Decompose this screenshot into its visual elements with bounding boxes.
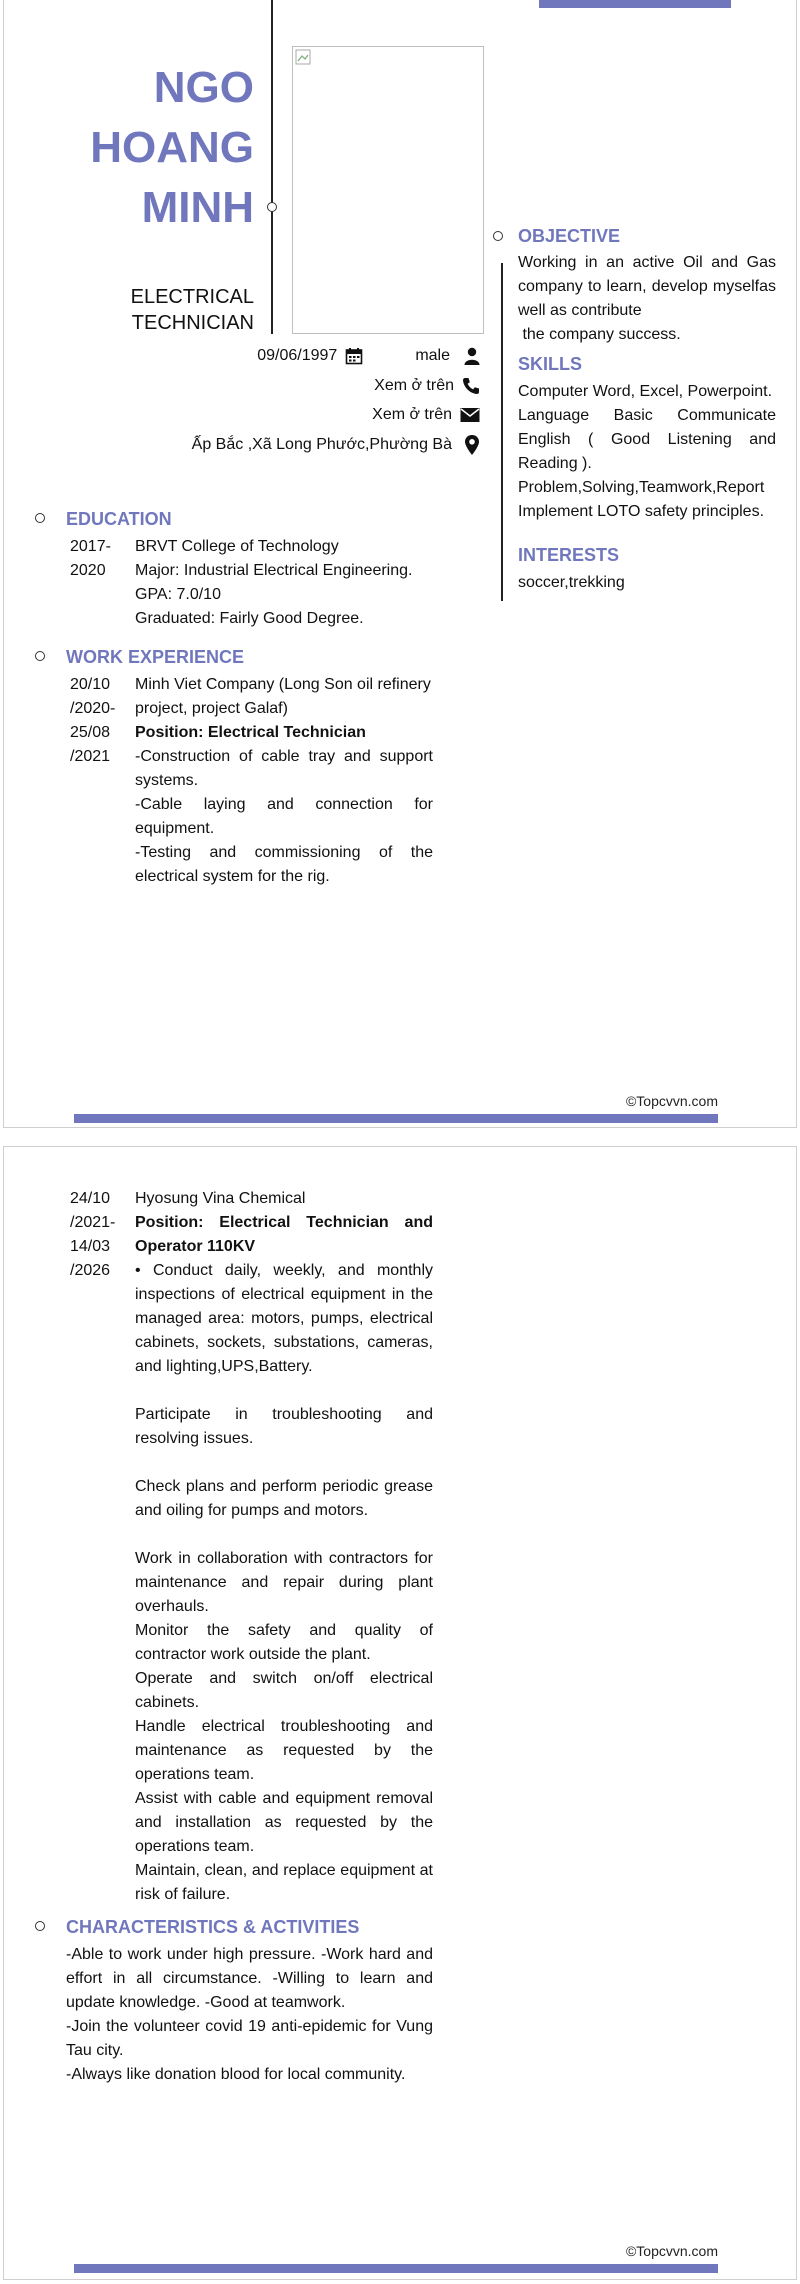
- broken-image-icon: [295, 49, 311, 65]
- envelope-icon: [460, 407, 480, 423]
- skills-heading: SKILLS: [518, 354, 583, 374]
- email-row: [372, 405, 480, 425]
- timeline-dot: [35, 513, 45, 523]
- top-accent-bar: [539, 0, 731, 8]
- gender-value: male: [415, 347, 450, 364]
- user-icon: [464, 347, 480, 365]
- address-value: Ấp Bắc ,Xã Long Phước,Phường Bà: [191, 436, 452, 453]
- timeline-dot: [35, 1921, 45, 1931]
- education-details: BRVT College of Technology Major: Industrial Electrical Engineering. GPA: 7.0/10 Graduated: Fairly Good Degree.: [135, 538, 413, 627]
- dob-value: 09/06/1997: [257, 347, 338, 364]
- interests-text: soccer,trekking: [518, 574, 625, 591]
- cv-page-1: [3, 0, 797, 1128]
- timeline-dot: [267, 202, 277, 212]
- dob-gender-row: [257, 346, 480, 366]
- job2-dates: 24/10 /2021- 14/03 /2026: [70, 1190, 116, 1279]
- email-value: Xem ở trên: [372, 406, 452, 423]
- characteristics-heading: CHARACTERISTICS & ACTIVITIES: [66, 1917, 360, 1937]
- timeline-dot: [35, 651, 45, 661]
- candidate-name: NGO HOANG MINH: [90, 63, 254, 232]
- job2-details: Hyosung Vina Chemical Position: Electrical Technician and Operator 110KV • Conduct daily, weekly, and monthly inspections of electrical equipment in the managed area: motors, pumps, electrical cabinets, sockets, substations, cameras, and lighting,UPS,Battery. Participate in troubleshooting and resolving issues. Check plans and perform periodic grease and oiling for pumps and motors. Work in collaboration with contractors for maintenance and repair during plant overhauls. Monitor the safety and quality of contractor work outside the plant. Operate and switch on/off electrical cabinets. Handle electrical troubleshooting and maintenance as requested by the operations team. Assist with cable and equipment removal and installation as requested by the operations team. Maintain, clean, and replace equipment at risk of failure.: [135, 1190, 433, 1903]
- footer-watermark: ©Topcvvn.com: [625, 2243, 718, 2259]
- education-heading: EDUCATION: [66, 509, 172, 529]
- objective-heading: OBJECTIVE: [518, 226, 621, 246]
- phone-value: Xem ở trên: [374, 377, 454, 394]
- job1-dates: 20/10 /2020- 25/08 /2021: [70, 676, 116, 765]
- address-row: [192, 434, 480, 456]
- phone-row: [374, 376, 480, 396]
- header-divider-line: [271, 0, 273, 334]
- location-pin-icon: [464, 434, 480, 456]
- characteristics-text: -Able to work under high pressure. -Work hard and effort in all circumstance. -Willing to learn and update knowledge. -Good at teamwork. -Join the volunteer covid 19 anti-epidemic for Vung Tau city. -Always like donation blood for local community.: [66, 1946, 433, 2083]
- phone-icon: [462, 377, 480, 395]
- objective-text: Working in an active Oil and Gas company to learn, develop myselfas well as contribute the company success.: [518, 254, 776, 343]
- interests-heading: INTERESTS: [518, 545, 620, 565]
- cv-page-2: [3, 1146, 797, 2280]
- bottom-accent-bar: [74, 1114, 718, 1123]
- education-dates: 2017- 2020: [70, 538, 111, 579]
- bottom-accent-bar: [74, 2264, 718, 2273]
- skills-list: Computer Word, Excel, Powerpoint. Language Basic Communicate English ( Good Listening and Reading ). Problem,Solving,Teamwork,Report Implement LOTO safety principles.: [518, 383, 776, 520]
- timeline-dot: [493, 231, 503, 241]
- profile-photo: [292, 46, 484, 334]
- calendar-icon: [345, 347, 363, 365]
- job-title: ELECTRICAL TECHNICIAN: [130, 286, 254, 334]
- right-column-line: [501, 263, 503, 601]
- job1-details: Minh Viet Company (Long Son oil refinery project, project Galaf) Position: Electrical Technician -Construction of cable tray and support systems. -Cable laying and connection for equipment. -Testing and commissioning of the electrical system for the rig.: [135, 676, 433, 885]
- work-experience-heading: WORK EXPERIENCE: [66, 647, 245, 667]
- footer-watermark: ©Topcvvn.com: [625, 1093, 718, 1109]
